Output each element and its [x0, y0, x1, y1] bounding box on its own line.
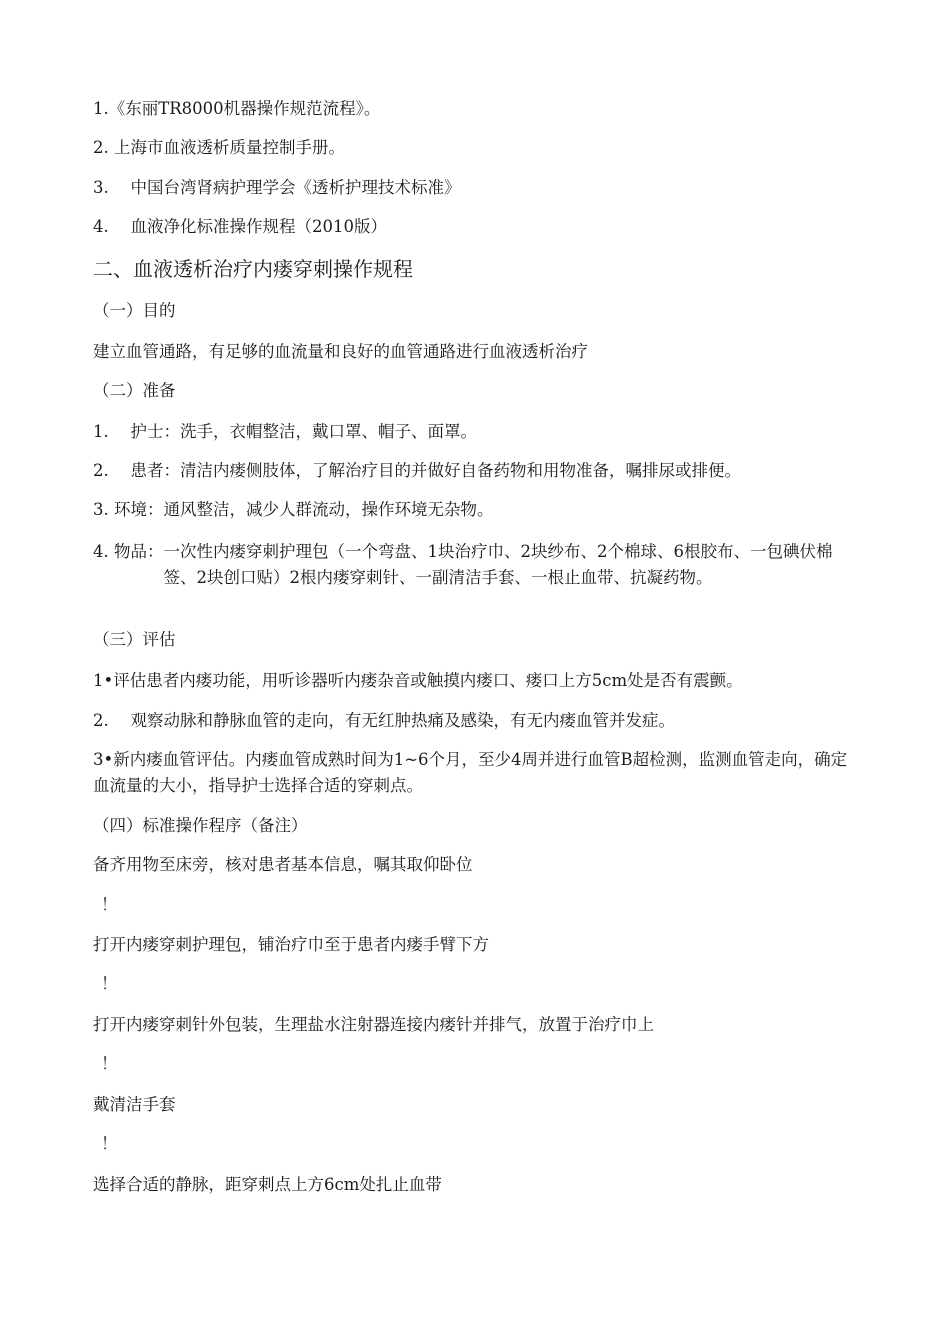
assessment-item-1: 1•评估患者内瘘功能，用听诊器听内瘘杂音或触摸内瘘口、瘘口上方5cm处是否有震颤。 — [93, 671, 743, 690]
purpose-heading: （一）目的 — [93, 301, 176, 320]
flow-arrow-1: ！ — [101, 895, 118, 914]
assessment-item-3: 3•新内瘘血管评估。内瘘血管成熟时间为1~6个月，至少4周并进行血管B超检测，监测血管走向，确定血流量的大小，指导护士选择合适的穿刺点。 — [93, 750, 848, 795]
preparation-item-2: 2. 患者：清洁内瘘侧肢体，了解治疗目的并做好自备药物和用物准备，嘱排尿或排便。 — [93, 461, 741, 480]
reference-2: 2. 上海市血液透析质量控制手册。 — [93, 138, 345, 157]
procedure-step-5: 选择合适的静脉，距穿刺点上方6cm处扎止血带 — [93, 1175, 442, 1194]
preparation-item-4 — [93, 539, 853, 591]
procedure-step-1: 备齐用物至床旁，核对患者基本信息，嘱其取仰卧位 — [93, 855, 473, 874]
flow-arrow-3: ！ — [101, 1054, 118, 1073]
reference-4: 4. 血液净化标准操作规程（2010版） — [93, 217, 387, 236]
reference-3: 3. 中国台湾肾病护理学会《透析护理技术标准》 — [93, 178, 461, 197]
flow-arrow-2: ！ — [101, 974, 118, 993]
reference-1: 1.《东丽TR8000机器操作规范流程》。 — [93, 99, 381, 118]
preparation-item-3: 3. 环境：通风整洁，减少人群流动，操作环境无杂物。 — [93, 500, 494, 519]
assessment-heading: （三）评估 — [93, 630, 176, 649]
procedure-step-3: 打开内瘘穿刺针外包装，生理盐水注射器连接内瘘针并排气，放置于治疗巾上 — [93, 1015, 654, 1034]
procedure-step-2: 打开内瘘穿刺护理包，铺治疗巾至于患者内瘘手臂下方 — [93, 935, 489, 954]
preparation-heading: （二）准备 — [93, 381, 176, 400]
preparation-item-4-body: 一次性内瘘穿刺护理包（一个弯盘、1块治疗巾、2块纱布、2个棉球、6根胶布、一包碘伏棉签、2块创口贴）2根内瘘穿刺针、一副清洁手套、一根止血带、抗凝药物。 — [163, 542, 833, 587]
section-title: 二、血液透析治疗内瘘穿刺操作规程 — [93, 257, 413, 281]
assessment-item-2: 2. 观察动脉和静脉血管的走向，有无红肿热痛及感染，有无内瘘血管并发症。 — [93, 711, 675, 730]
procedure-heading: （四）标准操作程序（备注） — [93, 816, 308, 835]
purpose-text: 建立血管通路，有足够的血流量和良好的血管通路进行血液透析治疗 — [93, 342, 588, 361]
flow-arrow-4: ！ — [101, 1134, 118, 1153]
procedure-step-4: 戴清洁手套 — [93, 1095, 176, 1114]
preparation-item-4-lead: 4. 物品： — [93, 542, 164, 561]
preparation-item-1: 1. 护士：洗手，衣帽整洁，戴口罩、帽子、面罩。 — [93, 422, 477, 441]
